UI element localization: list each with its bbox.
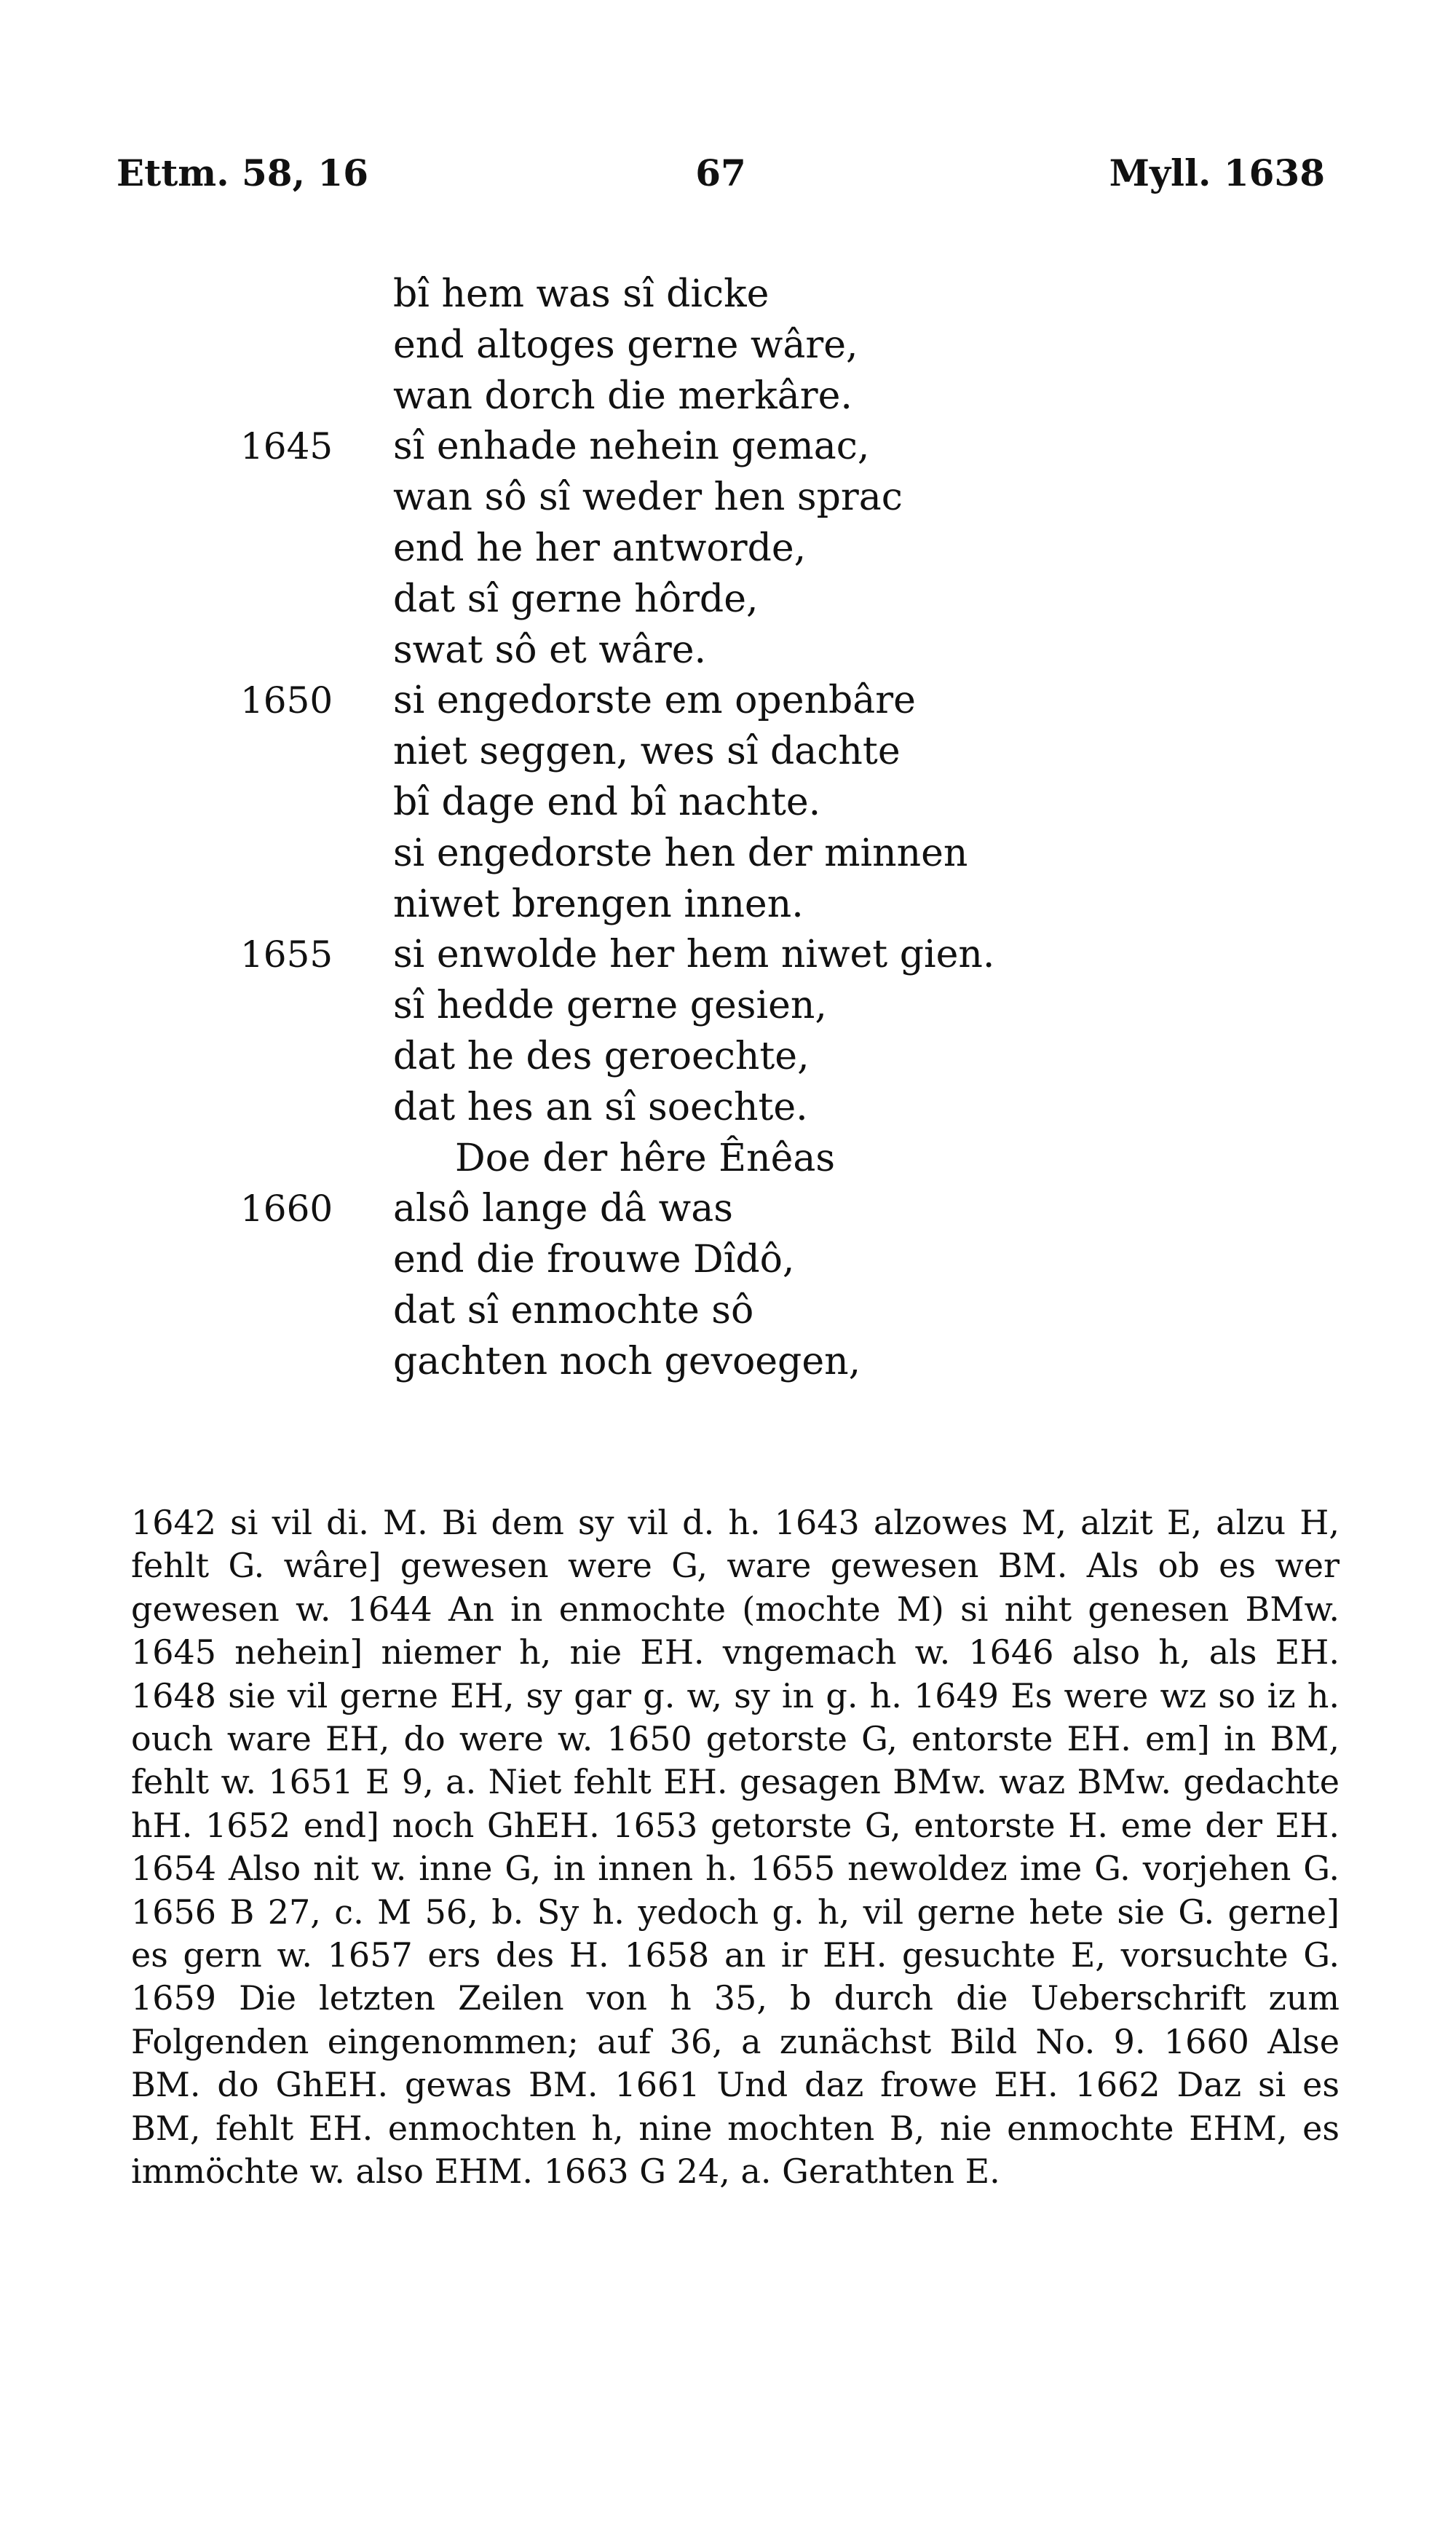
poem-line bbox=[0, 320, 1456, 371]
header-right-reference: Myll. 1638 bbox=[1109, 151, 1325, 194]
line-text: wan dorch die merkâre. bbox=[393, 374, 852, 418]
poem-line bbox=[0, 524, 1456, 574]
page-number: 67 bbox=[695, 151, 746, 194]
line-text: Doe der hêre Ênêas bbox=[455, 1136, 836, 1180]
poem-line bbox=[0, 1337, 1456, 1388]
line-text: end he her antworde, bbox=[393, 526, 807, 570]
poem-line bbox=[0, 473, 1456, 524]
poem-line bbox=[0, 371, 1456, 422]
line-text: dat sî enmochte sô bbox=[393, 1288, 754, 1332]
poem-text bbox=[0, 269, 1456, 1388]
poem-line bbox=[0, 574, 1456, 625]
line-number: 1650 bbox=[240, 679, 333, 722]
poem-line bbox=[0, 1134, 1456, 1185]
line-text: end altoges gerne wâre, bbox=[393, 323, 858, 367]
poem-line bbox=[0, 981, 1456, 1032]
poem-line bbox=[0, 1286, 1456, 1337]
header-left-reference: Ettm. 58, 16 bbox=[116, 151, 368, 194]
poem-line bbox=[0, 269, 1456, 320]
line-text: si enwolde her hem niwet gien. bbox=[393, 933, 995, 977]
line-text: sî enhade nehein gemac, bbox=[393, 424, 870, 469]
running-header bbox=[116, 151, 1325, 202]
line-text: sî hedde gerne gesien, bbox=[393, 984, 827, 1028]
line-text: alsô lange dâ was bbox=[393, 1187, 733, 1231]
poem-line bbox=[0, 1083, 1456, 1134]
line-text: bî dage end bî nachte. bbox=[393, 780, 821, 824]
poem-line bbox=[0, 676, 1456, 727]
poem-line bbox=[0, 1235, 1456, 1286]
line-number: 1655 bbox=[240, 933, 333, 976]
poem-line bbox=[0, 422, 1456, 473]
critical-apparatus: 1642 si vil di. M. Bi dem sy vil d. h. 1643 alzowes M, alzit E, alzu H, fehlt G. wâre] gewesen were G, ware gewesen BM. Als ob es wer gewesen w. 1644 An in enmochte (mochte M) si niht genesen BMw. 1645 nehein] niemer h, nie EH. vngemach w. 1646 also h, als EH. 1648 sie vil gerne EH, sy gar g. w, sy in g. h. 1649 Es were wz so iz h. ouch ware EH, do were w. 1650 getorste G, entorste EH. em] in BM, fehlt w. 1651 E 9, a. Niet fehlt EH. gesagen BMw. waz BMw. gedachte hH. 1652 end] noch GhEH. 1653 getorste G, entorste H. eme der EH. 1654 Also nit w. inne G, in innen h. 1655 newoldez ime G. vorjehen G. 1656 B 27, c. M 56, b. Sy h. yedoch g. h, vil gerne hete sie G. gerne] es gern w. 1657 ers des H. 1658 an ir EH. gesuchte E, vorsuchte G. 1659 Die letzten Zeilen von h 35, b durch die Ueberschrift zum Folgenden eingenommen; auf 36, a zunächst Bild No. 9. 1660 Alse BM. do GhEH. gewas BM. 1661 Und daz frowe EH. 1662 Daz si es BM, fehlt EH. enmochten h, nine mochten B, nie enmochte EHM, es immöchte w. also EHM. 1663 G 24, a. Gerathten E. bbox=[131, 1503, 1340, 2192]
poem-line bbox=[0, 727, 1456, 778]
line-number: 1645 bbox=[240, 425, 333, 468]
line-text: end die frouwe Dîdô, bbox=[393, 1238, 795, 1282]
line-text: wan sô sî weder hen sprac bbox=[393, 475, 903, 520]
line-text: si engedorste em openbâre bbox=[393, 679, 916, 723]
line-text: si engedorste hen der minnen bbox=[393, 831, 968, 875]
poem-line bbox=[0, 1032, 1456, 1083]
line-text: swat sô et wâre. bbox=[393, 628, 707, 672]
line-text: bî hem was sî dicke bbox=[393, 272, 769, 316]
line-number: 1660 bbox=[240, 1188, 333, 1231]
poem-line bbox=[0, 1184, 1456, 1235]
line-text: niwet brengen innen. bbox=[393, 882, 804, 926]
poem-line bbox=[0, 930, 1456, 981]
poem-line bbox=[0, 625, 1456, 676]
line-text: dat sî gerne hôrde, bbox=[393, 577, 759, 621]
line-text: niet seggen, wes sî dachte bbox=[393, 730, 901, 774]
line-text: gachten noch gevoegen, bbox=[393, 1339, 861, 1383]
poem-line bbox=[0, 778, 1456, 829]
poem-line bbox=[0, 829, 1456, 880]
line-text: dat he des geroechte, bbox=[393, 1034, 810, 1078]
line-text: dat hes an sî soechte. bbox=[393, 1085, 808, 1129]
poem-line bbox=[0, 880, 1456, 931]
